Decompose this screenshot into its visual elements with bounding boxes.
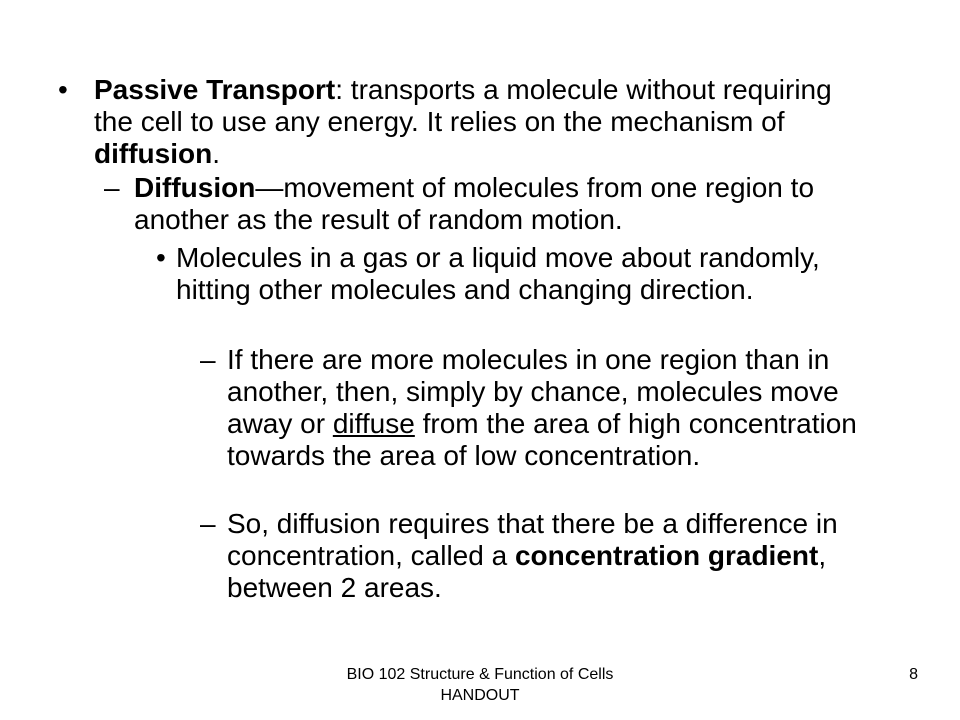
text-segment: —movement of molecules from one region to another as the result of random motion.: [134, 172, 815, 235]
dash-marker: –: [104, 172, 120, 203]
footer-course-title: BIO 102 Structure & Function of Cells HANDOUT: [346, 666, 614, 704]
bullet-text: [227, 508, 907, 604]
bullet-diffuse-by-chance: [200, 344, 907, 472]
bullet-concentration-gradient: [200, 508, 907, 604]
bullet-diffusion-definition: [104, 172, 894, 236]
dash-marker: –: [200, 344, 216, 375]
text-segment: So, diffusion requires that there be a difference in concentration, called a: [227, 508, 838, 571]
bullet-text: [134, 172, 894, 236]
text-segment: .: [212, 138, 220, 169]
dash-marker: –: [200, 508, 216, 539]
text-segment: : transports a molecule without requiring the cell to use any energy. It relies on the mechanism of: [94, 74, 832, 137]
footer-page-number: 8: [909, 666, 918, 683]
bullet-passive-transport: [58, 74, 874, 170]
text-segment: from the area of high concentration towards the area of low concentration.: [227, 408, 857, 471]
underlined-term-diffuse: diffuse: [332, 408, 415, 439]
term-diffusion: Diffusion: [134, 172, 256, 203]
bullet-text: [227, 344, 907, 472]
term-diffusion: diffusion: [94, 138, 213, 169]
term-concentration-gradient: concentration gradient: [514, 540, 819, 571]
term-passive-transport: Passive Transport: [94, 74, 336, 105]
text-segment: , between 2 areas.: [227, 540, 827, 603]
text-segment: If there are more molecules in one region than in another, then, simply by chance, molecules move away or: [227, 344, 839, 439]
bullet-marker: •: [58, 74, 68, 105]
bullet-random-motion: [156, 242, 896, 306]
bullet-text: [94, 74, 874, 170]
bullet-marker: •: [156, 242, 166, 273]
bullet-text: Molecules in a gas or a liquid move about randomly, hitting other molecules and changing direction.: [176, 242, 820, 305]
